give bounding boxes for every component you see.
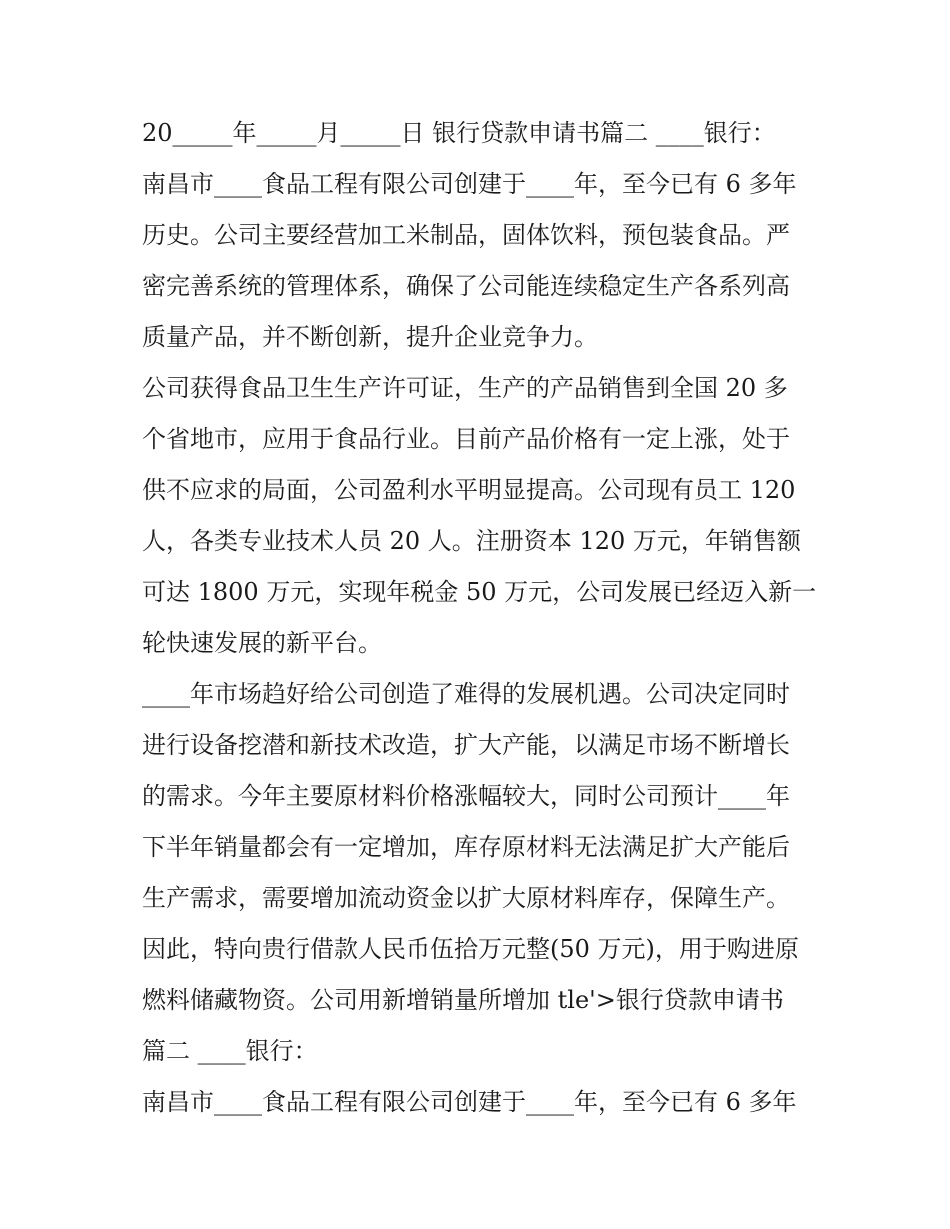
text-line: 的需求。今年主要原材料价格涨幅较大，同时公司预计____年 — [142, 782, 790, 810]
text-line: 生产需求，需要增加流动资金以扩大原材料库存，保障生产。 — [142, 884, 790, 912]
text-line: 南昌市____食品工程有限公司创建于____年，至今已有 6 多年 — [142, 170, 797, 198]
text-line: 密完善系统的管理体系，确保了公司能连续稳定生产各系列高 — [142, 272, 790, 300]
text-line: 燃料储藏物资。公司用新增销量所增加 tle'>银行贷款申请书 — [142, 986, 784, 1014]
text-line: ____年市场趋好给公司创造了难得的发展机遇。公司决定同时 — [142, 680, 790, 708]
text-line: 人，各类专业技术人员 20 人。注册资本 120 万元，年销售额 — [142, 527, 801, 555]
text-line: 个省地市，应用于食品行业。目前产品价格有一定上涨，处于 — [142, 425, 790, 453]
text-line: 质量产品，并不断创新，提升企业竞争力。 — [142, 323, 598, 351]
text-line: 南昌市____食品工程有限公司创建于____年，至今已有 6 多年 — [142, 1088, 797, 1116]
document-body — [142, 108, 832, 1128]
text-line: 20_____年_____月_____日 银行贷款申请书篇二 ____银行： — [142, 119, 776, 147]
text-line: 历史。公司主要经营加工米制品，固体饮料，预包装食品。严 — [142, 221, 790, 249]
text-line: 篇二 ____银行： — [142, 1037, 318, 1065]
text-line: 公司获得食品卫生生产许可证，生产的产品销售到全国 20 多 — [142, 374, 788, 402]
text-line: 下半年销量都会有一定增加，库存原材料无法满足扩大产能后 — [142, 833, 790, 861]
text-line: 轮快速发展的新平台。 — [142, 629, 382, 657]
text-line: 因此，特向贵行借款人民币伍拾万元整(50 万元)，用于购进原 — [142, 935, 799, 963]
text-line: 供不应求的局面，公司盈利水平明显提高。公司现有员工 120 — [142, 476, 796, 504]
text-line: 进行设备挖潜和新技术改造，扩大产能，以满足市场不断增长 — [142, 731, 790, 759]
text-line: 可达 1800 万元，实现年税金 50 万元，公司发展已经迈入新一 — [142, 578, 817, 606]
